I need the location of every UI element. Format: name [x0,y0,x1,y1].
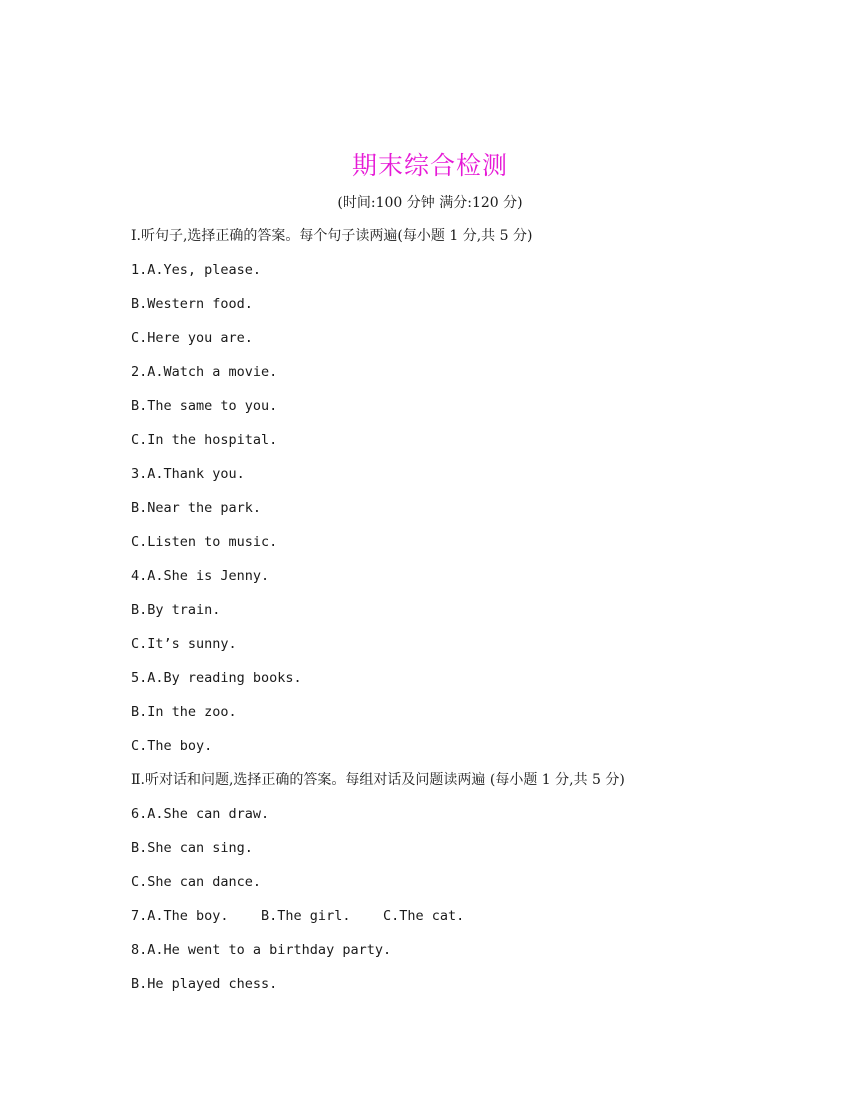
answer-option: 5.A.By reading books. [131,670,302,686]
answer-option: 3.A.Thank you. [131,466,245,482]
answer-option: 6.A.She can draw. [131,806,270,822]
answer-option: C.Here you are. [131,330,253,346]
answer-option: B.By train. [131,602,221,618]
question-list [131,227,831,1009]
answer-option: B.He played chess. [131,976,278,992]
answer-option: 7.A.The boy. B.The girl. C.The cat. [131,908,465,924]
answer-option: B.In the zoo. [131,704,237,720]
answer-option: B.Western food. [131,296,253,312]
answer-option: C.Listen to music. [131,534,278,550]
section-heading: Ⅱ.听对话和问题,选择正确的答案。每组对话及问题读两遍 (每小题 1 分,共 5 分) [131,772,625,788]
answer-option: 8.A.He went to a birthday party. [131,942,392,958]
answer-option: 1.A.Yes, please. [131,262,262,278]
answer-option: B.Near the park. [131,500,262,516]
answer-option: 4.A.She is Jenny. [131,568,270,584]
answer-option: 2.A.Watch a movie. [131,364,278,380]
answer-option: B.The same to you. [131,398,278,414]
section-heading: Ⅰ.听句子,选择正确的答案。每个句子读两遍(每小题 1 分,共 5 分) [131,228,533,244]
answer-option: B.She can sing. [131,840,253,856]
answer-option: C.The boy. [131,738,213,754]
answer-option: C.In the hospital. [131,432,278,448]
answer-option: C.She can dance. [131,874,262,890]
answer-option: C.It’s sunny. [131,636,237,652]
exam-info: (时间:100 分钟 满分:120 分) [337,195,523,211]
page-title: 期末综合检测 [351,151,508,180]
